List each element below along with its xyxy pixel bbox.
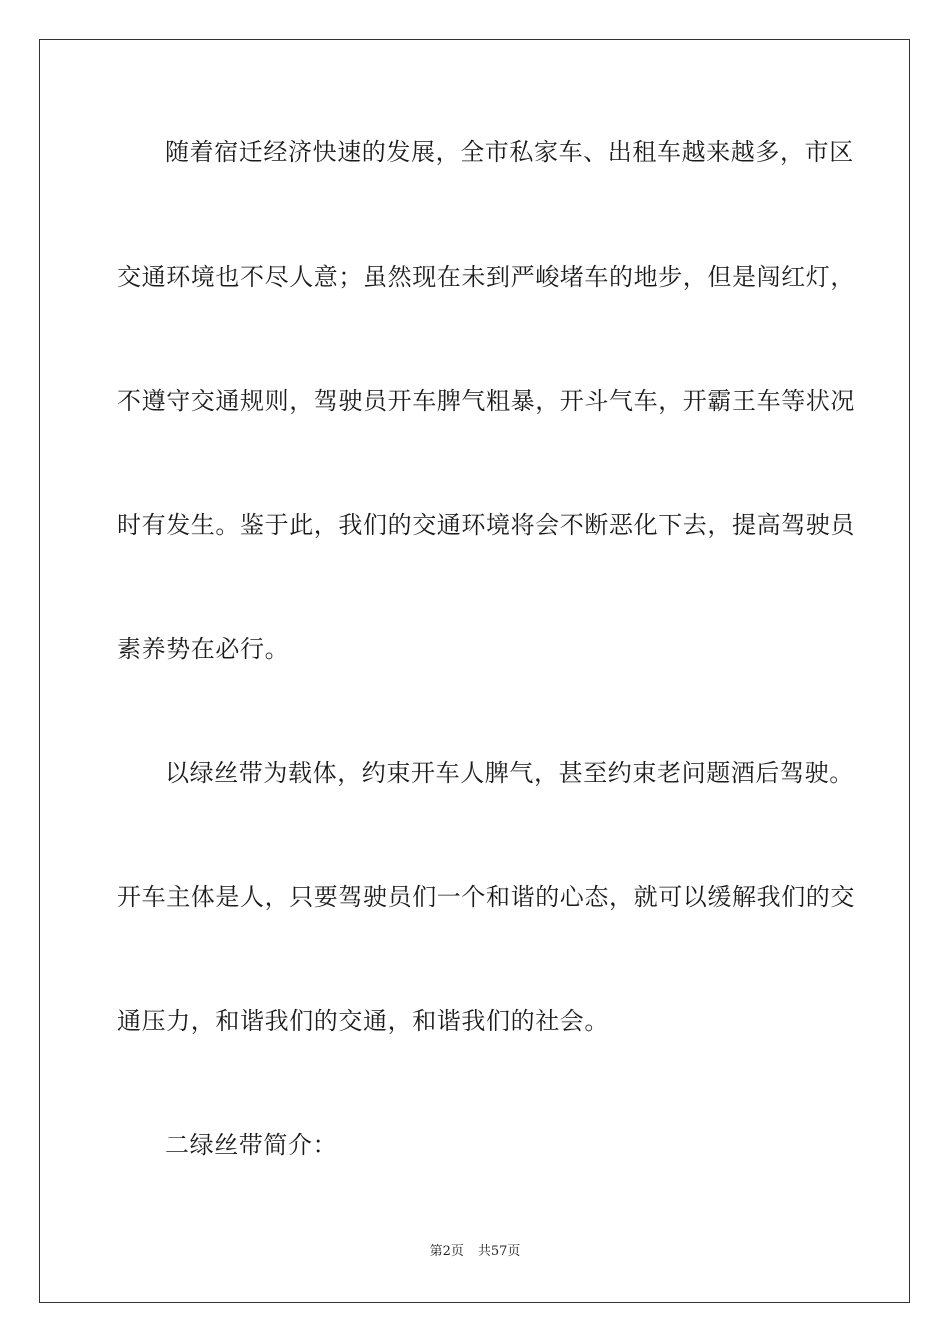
page-total: 共57页 (477, 1244, 521, 1259)
paragraph-1-line-1: 随着宿迁经济快速的发展，全市私家车、出租车越来越多，市区 (165, 138, 854, 166)
paragraph-1-line-2: 交通环境也不尽人意；虽然现在未到严峻堵车的地步，但是闯红灯， (117, 263, 855, 291)
page-number: 第2页 (429, 1244, 464, 1259)
paragraph-1-line-5: 素养势在必行。 (117, 635, 290, 663)
paragraph-2-line-3: 通压力，和谐我们的交通，和谐我们的社会。 (117, 1007, 609, 1035)
paragraph-1-line-3: 不遵守交通规则，驾驶员开车脾气粗暴，开斗气车，开霸王车等状况 (117, 387, 855, 415)
paragraph-1-line-4: 时有发生。鉴于此，我们的交通环境将会不断恶化下去，提高驾驶员 (117, 511, 855, 539)
page-frame (39, 39, 910, 1303)
page-footer (0, 1244, 950, 1260)
section-heading: 二绿丝带简介： (165, 1131, 338, 1159)
paragraph-2-line-1: 以绿丝带为载体，约束开车人脾气，甚至约束老问题酒后驾驶。 (165, 759, 854, 787)
paragraph-2-line-2: 开车主体是人，只要驾驶员们一个和谐的心态，就可以缓解我们的交 (117, 883, 855, 911)
